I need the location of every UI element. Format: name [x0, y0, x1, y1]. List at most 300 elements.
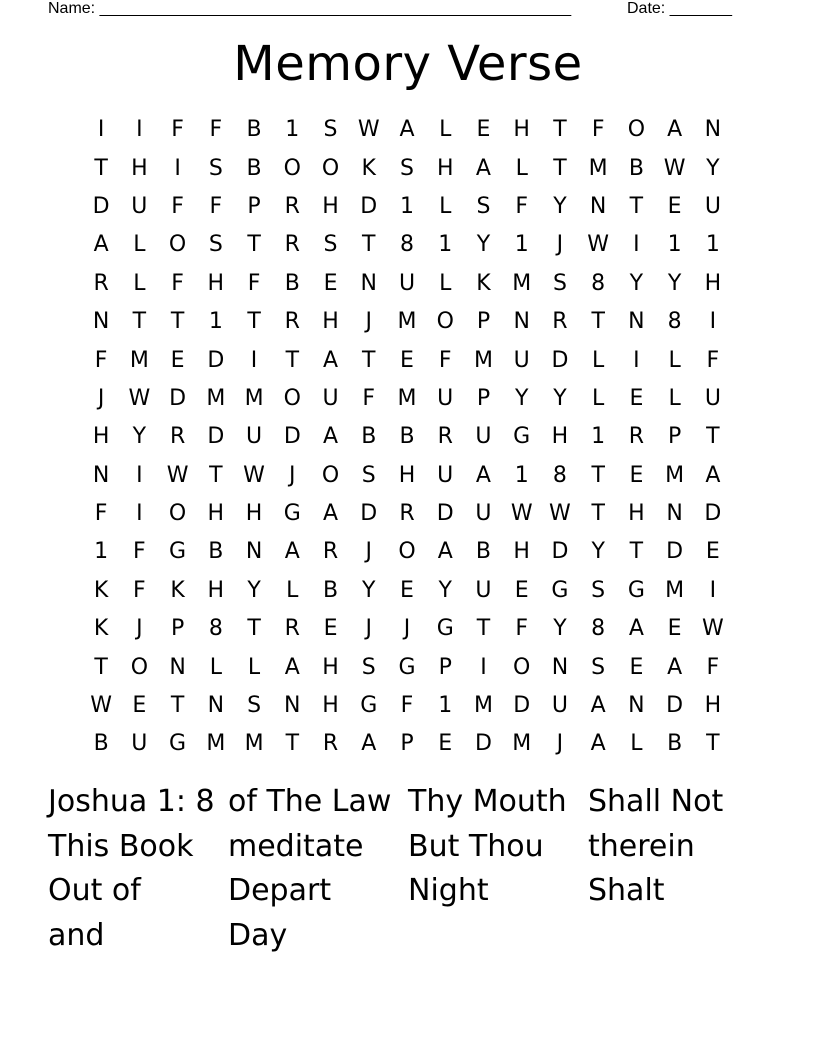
word-bank-item: Thy Mouth — [408, 784, 567, 819]
word-bank-item: Shalt — [588, 873, 665, 908]
grid-letter: T — [132, 309, 147, 335]
grid-letter: R — [399, 501, 415, 527]
grid-letter: H — [322, 693, 339, 719]
grid-letter: W — [243, 462, 265, 488]
word-bank-item: Night — [408, 873, 489, 908]
grid-letter: D — [207, 347, 225, 373]
grid-letter: T — [170, 693, 185, 719]
grid-letter: F — [133, 577, 146, 603]
grid-letter: G — [513, 424, 531, 450]
grid-letter: D — [551, 539, 569, 565]
grid-letter: D — [551, 347, 569, 373]
grid-letter: S — [323, 232, 338, 258]
grid-letter: A — [590, 731, 606, 757]
grid-letter: W — [128, 385, 151, 411]
grid-letter: B — [246, 155, 262, 181]
grid-letter: K — [93, 577, 109, 603]
grid-letter: I — [709, 577, 717, 603]
grid-letter: E — [400, 347, 414, 373]
grid-row — [82, 149, 732, 187]
grid-letter: M — [665, 577, 685, 603]
grid-letter: M — [512, 731, 532, 757]
grid-letter: 8 — [552, 462, 567, 488]
grid-letter: Y — [667, 270, 682, 296]
grid-letter: Y — [132, 424, 147, 450]
grid-letter: Y — [247, 577, 261, 603]
grid-letter: N — [551, 654, 569, 680]
grid-letter: D — [513, 693, 531, 719]
grid-letter: F — [94, 347, 108, 373]
grid-letter: J — [556, 731, 564, 757]
grid-letter: W — [663, 155, 686, 181]
grid-letter: A — [399, 117, 415, 143]
grid-letter: Y — [476, 232, 491, 258]
grid-letter: T — [591, 501, 605, 527]
grid-letter: B — [399, 424, 415, 450]
grid-letter: D — [666, 693, 684, 719]
grid-letter: 8 — [591, 616, 606, 642]
grid-row — [82, 341, 732, 379]
grid-letter: A — [93, 232, 109, 258]
grid-letter: M — [512, 270, 532, 296]
grid-letter: E — [667, 616, 682, 642]
grid-letter: O — [168, 232, 187, 258]
grid-letter: B — [628, 155, 644, 181]
grid-letter: F — [438, 347, 452, 373]
grid-letter: L — [247, 654, 261, 680]
grid-letter: O — [436, 309, 454, 335]
grid-letter: F — [706, 347, 720, 373]
grid-letter: 1 — [514, 232, 529, 258]
word-bank-item: Shall Not — [588, 784, 724, 819]
grid-letter: L — [439, 270, 452, 296]
grid-letter: M — [244, 385, 264, 411]
grid-letter: T — [553, 117, 567, 143]
grid-letter: U — [513, 347, 530, 373]
grid-letter: Y — [553, 616, 567, 642]
grid-letter: N — [513, 309, 530, 335]
grid-letter: D — [436, 501, 454, 527]
grid-letter: D — [169, 385, 187, 411]
grid-letter: U — [437, 462, 454, 488]
grid-row — [82, 226, 732, 264]
grid-letter: 1 — [285, 117, 300, 143]
page-title: Memory Verse — [233, 36, 583, 92]
grid-letter: A — [705, 462, 721, 488]
grid-letter: L — [133, 232, 146, 258]
word-bank-item: But Thou — [408, 828, 544, 864]
grid-letter: N — [589, 193, 607, 219]
grid-letter: F — [133, 539, 146, 565]
grid-letter: Y — [706, 155, 720, 181]
word-bank-column — [588, 780, 768, 958]
grid-letter: R — [628, 424, 645, 450]
grid-row — [82, 188, 732, 226]
grid-letter: K — [476, 270, 491, 296]
grid-letter: R — [284, 232, 300, 258]
word-search-grid — [82, 111, 732, 764]
grid-letter: M — [397, 385, 417, 411]
grid-row — [82, 610, 732, 648]
grid-letter: D — [360, 193, 378, 219]
grid-letter: Y — [629, 270, 644, 296]
grid-letter: E — [667, 193, 682, 219]
grid-letter: G — [551, 577, 569, 603]
grid-letter: G — [169, 539, 187, 565]
grid-letter: T — [362, 347, 376, 373]
grid-letter: U — [475, 501, 492, 527]
grid-letter: U — [704, 385, 721, 411]
grid-letter: Y — [553, 193, 567, 219]
grid-row — [82, 265, 732, 303]
grid-letter: A — [437, 539, 453, 565]
grid-letter: A — [284, 654, 300, 680]
grid-letter: G — [398, 654, 416, 680]
grid-letter: N — [360, 270, 377, 296]
grid-letter: I — [97, 117, 105, 143]
grid-letter: 8 — [399, 232, 414, 258]
grid-letter: R — [93, 270, 109, 296]
word-bank-item: Depart — [228, 873, 332, 908]
grid-letter: U — [246, 424, 263, 450]
grid-letter: I — [136, 462, 143, 488]
grid-letter: E — [438, 731, 453, 757]
grid-letter: H — [322, 309, 339, 335]
grid-letter: 8 — [591, 270, 606, 296]
grid-letter: A — [590, 693, 606, 719]
grid-letter: I — [174, 155, 181, 181]
grid-letter: S — [208, 232, 223, 258]
grid-letter: N — [628, 309, 645, 335]
grid-letter: A — [475, 155, 491, 181]
grid-letter: P — [400, 731, 414, 757]
grid-letter: L — [515, 155, 528, 181]
grid-letter: W — [510, 501, 533, 527]
grid-letter: D — [92, 193, 110, 219]
grid-letter: E — [323, 270, 338, 296]
grid-letter: S — [361, 654, 376, 680]
grid-letter: O — [513, 654, 531, 680]
grid-letter: T — [591, 462, 605, 488]
grid-letter: F — [515, 616, 529, 642]
grid-letter: H — [207, 270, 225, 296]
grid-letter: R — [552, 309, 568, 335]
grid-letter: Y — [553, 385, 567, 411]
grid-letter: M — [473, 347, 493, 373]
grid-row — [82, 418, 732, 456]
grid-letter: A — [667, 654, 683, 680]
grid-letter: J — [365, 616, 372, 642]
date-field-label: Date: _______ — [627, 0, 732, 17]
grid-letter: F — [209, 193, 223, 219]
word-bank-item: therein — [588, 828, 695, 864]
grid-letter: 1 — [591, 424, 606, 450]
grid-letter: A — [361, 731, 377, 757]
grid-letter: D — [474, 731, 492, 757]
grid-letter: D — [666, 539, 684, 565]
grid-letter: 1 — [438, 693, 453, 719]
grid-letter: M — [206, 731, 226, 757]
grid-letter: B — [361, 424, 377, 450]
grid-letter: G — [169, 731, 187, 757]
grid-letter: F — [400, 693, 414, 719]
grid-letter: T — [247, 232, 261, 258]
grid-letter: N — [92, 462, 110, 488]
grid-letter: H — [207, 577, 225, 603]
grid-letter: A — [322, 424, 339, 450]
grid-letter: H — [551, 424, 569, 450]
grid-letter: J — [97, 385, 105, 411]
grid-letter: H — [513, 117, 530, 143]
grid-letter: J — [403, 616, 411, 642]
grid-letter: A — [322, 501, 339, 527]
grid-letter: S — [400, 155, 414, 181]
grid-row — [82, 303, 732, 341]
grid-letter: T — [94, 654, 108, 680]
grid-letter: L — [668, 385, 681, 411]
grid-letter: J — [556, 232, 564, 258]
grid-row — [82, 495, 732, 533]
grid-letter: N — [628, 693, 645, 719]
grid-letter: E — [629, 385, 644, 411]
word-bank-column — [48, 780, 228, 958]
grid-letter: A — [284, 539, 300, 565]
name-field-label: Name: _____________________________________________________ — [48, 0, 572, 17]
grid-letter: H — [207, 501, 225, 527]
grid-letter: R — [284, 193, 300, 219]
grid-letter: F — [515, 193, 529, 219]
grid-letter: R — [322, 539, 339, 565]
grid-letter: I — [136, 117, 143, 143]
grid-letter: T — [285, 731, 300, 757]
grid-letter: J — [365, 309, 372, 335]
grid-letter: J — [136, 616, 143, 642]
grid-letter: H — [131, 155, 148, 181]
grid-letter: U — [131, 193, 148, 219]
grid-letter: U — [437, 385, 454, 411]
grid-letter: F — [247, 270, 261, 296]
grid-letter: H — [436, 155, 454, 181]
grid-letter: 8 — [208, 616, 223, 642]
grid-letter: S — [476, 193, 491, 219]
grid-letter: P — [247, 193, 261, 219]
grid-letter: L — [592, 347, 605, 373]
grid-letter: T — [553, 155, 567, 181]
grid-letter: U — [131, 731, 148, 757]
grid-letter: E — [170, 347, 185, 373]
grid-letter: B — [284, 270, 300, 296]
grid-letter: D — [704, 501, 722, 527]
grid-letter: S — [591, 577, 606, 603]
grid-letter: P — [667, 424, 682, 450]
grid-letter: R — [169, 424, 186, 450]
grid-letter: T — [285, 347, 300, 373]
grid-letter: P — [476, 385, 491, 411]
grid-letter: B — [475, 539, 491, 565]
word-bank-item: Day — [228, 917, 288, 953]
word-bank-item: Joshua 1: 8 — [48, 784, 215, 819]
grid-letter: H — [628, 501, 645, 527]
grid-letter: M — [129, 347, 149, 373]
grid-letter: U — [398, 270, 416, 296]
grid-letter: O — [321, 462, 340, 488]
grid-letter: D — [207, 424, 225, 450]
grid-letter: F — [209, 117, 223, 143]
grid-letter: P — [476, 309, 491, 335]
grid-letter: O — [321, 155, 340, 181]
grid-letter: T — [170, 309, 185, 335]
grid-letter: G — [436, 616, 454, 642]
grid-letter: T — [706, 731, 720, 757]
grid-letter: A — [667, 117, 683, 143]
grid-letter: N — [169, 654, 186, 680]
word-bank — [48, 780, 768, 958]
grid-row — [82, 572, 732, 610]
grid-letter: B — [208, 539, 224, 565]
grid-letter: A — [628, 616, 644, 642]
grid-letter: J — [289, 462, 296, 488]
grid-letter: R — [284, 309, 300, 335]
grid-letter: Y — [438, 577, 452, 603]
grid-letter: T — [247, 309, 261, 335]
word-bank-column — [408, 780, 588, 958]
grid-letter: T — [706, 424, 720, 450]
grid-letter: W — [587, 232, 610, 258]
grid-letter: O — [130, 654, 149, 680]
grid-letter: I — [480, 654, 487, 680]
grid-letter: E — [514, 577, 529, 603]
grid-letter: I — [250, 347, 258, 373]
grid-letter: E — [132, 693, 147, 719]
grid-letter: O — [398, 539, 416, 565]
grid-letter: R — [322, 731, 339, 757]
grid-letter: W — [166, 462, 189, 488]
grid-letter: P — [438, 654, 452, 680]
grid-letter: T — [247, 616, 261, 642]
grid-letter: L — [668, 347, 681, 373]
grid-letter: I — [633, 347, 640, 373]
grid-letter: 1 — [208, 309, 223, 335]
grid-letter: I — [136, 501, 143, 527]
grid-letter: L — [286, 577, 299, 603]
grid-letter: U — [322, 385, 339, 411]
grid-letter: E — [476, 117, 491, 143]
grid-letter: F — [362, 385, 376, 411]
grid-letter: Y — [514, 385, 529, 411]
grid-letter: T — [94, 155, 108, 181]
grid-letter: Y — [591, 539, 605, 565]
grid-row — [82, 648, 732, 686]
grid-letter: W — [549, 501, 571, 527]
grid-letter: R — [284, 616, 300, 642]
grid-letter: M — [588, 155, 608, 181]
grid-letter: S — [323, 117, 338, 143]
grid-letter: U — [475, 577, 492, 603]
grid-letter: A — [322, 347, 339, 373]
grid-letter: K — [93, 616, 109, 642]
grid-letter: G — [627, 577, 645, 603]
grid-letter: B — [667, 731, 683, 757]
grid-letter: O — [283, 155, 301, 181]
grid-row — [82, 725, 732, 763]
grid-letter: S — [361, 462, 376, 488]
grid-letter: A — [475, 462, 491, 488]
grid-letter: U — [475, 424, 492, 450]
grid-letter: P — [170, 616, 185, 642]
grid-letter: S — [552, 270, 567, 296]
grid-letter: K — [170, 577, 185, 603]
grid-letter: G — [360, 693, 378, 719]
grid-letter: M — [244, 731, 264, 757]
grid-letter: H — [245, 501, 263, 527]
grid-letter: H — [322, 654, 339, 680]
grid-letter: Y — [362, 577, 376, 603]
grid-letter: B — [322, 577, 339, 603]
grid-letter: M — [397, 309, 417, 335]
grid-letter: T — [362, 232, 376, 258]
grid-letter: T — [629, 539, 644, 565]
word-bank-column — [228, 780, 408, 958]
grid-letter: E — [629, 654, 644, 680]
grid-letter: H — [704, 270, 722, 296]
grid-letter: L — [439, 193, 452, 219]
grid-letter: M — [473, 693, 493, 719]
grid-letter: 8 — [667, 309, 682, 335]
grid-letter: H — [398, 462, 416, 488]
grid-letter: 1 — [94, 539, 109, 565]
grid-letter: H — [322, 193, 339, 219]
grid-letter: M — [206, 385, 226, 411]
grid-letter: L — [209, 654, 222, 680]
grid-letter: D — [283, 424, 301, 450]
grid-letter: F — [171, 117, 184, 143]
grid-letter: W — [90, 693, 112, 719]
grid-letter: F — [591, 117, 605, 143]
grid-letter: N — [284, 693, 301, 719]
grid-letter: H — [513, 539, 530, 565]
grid-letter: T — [629, 193, 644, 219]
grid-letter: E — [705, 539, 720, 565]
grid-letter: W — [357, 117, 380, 143]
grid-letter: L — [439, 117, 452, 143]
grid-letter: J — [365, 539, 372, 565]
word-bank-item: and — [48, 917, 105, 953]
grid-letter: O — [627, 117, 646, 143]
grid-letter: N — [245, 539, 263, 565]
grid-letter: H — [704, 693, 722, 719]
grid-letter: F — [94, 501, 108, 527]
grid-letter: F — [171, 270, 184, 296]
grid-row — [82, 380, 732, 418]
grid-letter: N — [207, 693, 225, 719]
grid-row — [82, 457, 732, 495]
grid-letter: 1 — [399, 193, 414, 219]
grid-letter: I — [709, 309, 717, 335]
grid-letter: N — [666, 501, 683, 527]
grid-letter: U — [551, 693, 568, 719]
grid-letter: L — [592, 385, 605, 411]
grid-letter: 1 — [667, 232, 682, 258]
grid-letter: 1 — [705, 232, 720, 258]
grid-letter: W — [701, 616, 724, 642]
grid-letter: 1 — [514, 462, 529, 488]
word-bank-item: This Book — [48, 828, 194, 864]
word-bank-item: Out of — [48, 873, 141, 908]
grid-letter: L — [133, 270, 146, 296]
grid-row — [82, 533, 732, 571]
grid-letter: F — [171, 193, 184, 219]
grid-letter: S — [208, 155, 223, 181]
